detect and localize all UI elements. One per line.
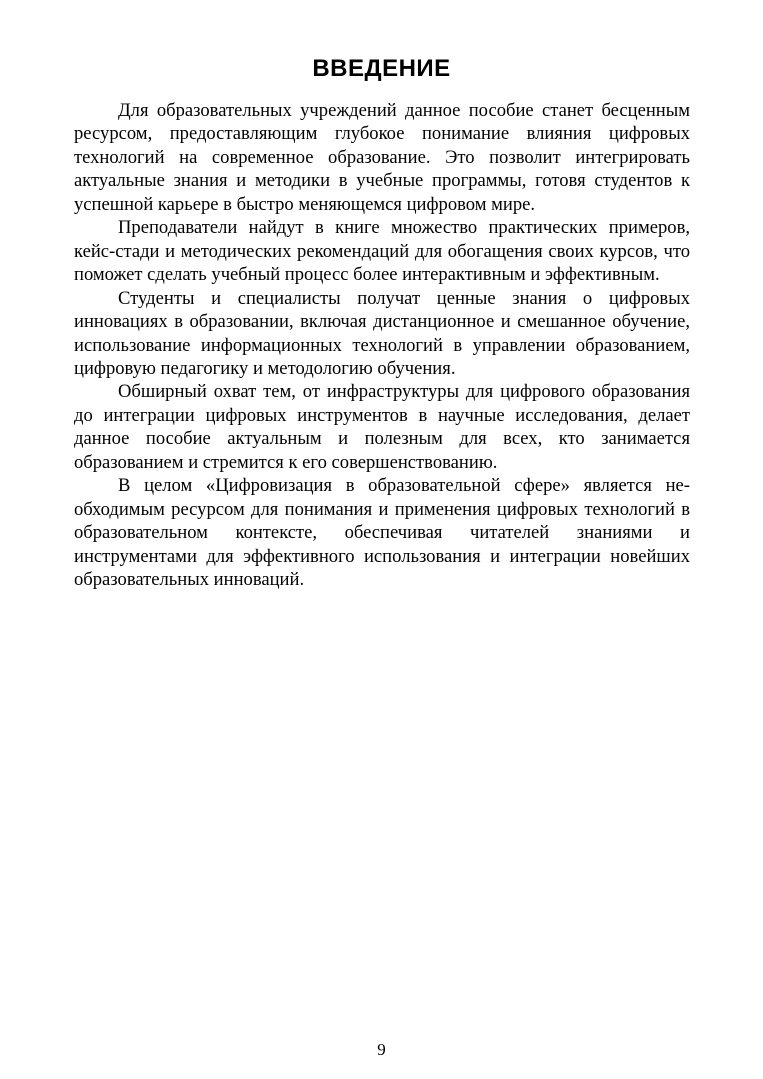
page-number: 9 — [377, 1040, 386, 1059]
body-text — [74, 99, 690, 592]
paragraph: Студенты и специалисты получат ценные знания о цифровых инновациях в образовании, включая дистанционное и смешанное обучение, использование информационных технологий в управлении образованием, цифровую педагогику и методологию обучения. — [74, 287, 690, 379]
page-title: ВВЕДЕНИЕ — [312, 55, 451, 82]
paragraph: Преподаватели найдут в книге множество практических примеров, кейс-стади и методических рекомендаций для обогащения своих курсов, что поможет сделать учебный процесс более интерактивным и эффективным. — [74, 217, 690, 286]
paragraph: Обширный охват тем, от инфраструктуры для цифрового образования до интеграции цифровых инструментов в научные исследования, делает данное пособие актуальным и полезным для всех, кто занимается образованием и стремится к его совершенствованию. — [74, 381, 690, 473]
paragraph: В целом «Цифровизация в образовательной сфере» является необходимым ресурсом для понимания и применения цифровых технологий в образовательном контексте, обеспечивая читателей знаниями и инструментами для эффективного использования и интеграции новейших образовательных инноваций. — [74, 475, 690, 591]
paragraph: Для образовательных учреждений данное пособие станет бесценным ресурсом, предоставляющим глубокое понимание влияния цифровых технологий на современное образование. Это позволит интегрировать актуальные знания и методики в учебные программы, готовя студентов к успешной карьере в быстро меняющемся цифровом мире. — [74, 100, 690, 215]
